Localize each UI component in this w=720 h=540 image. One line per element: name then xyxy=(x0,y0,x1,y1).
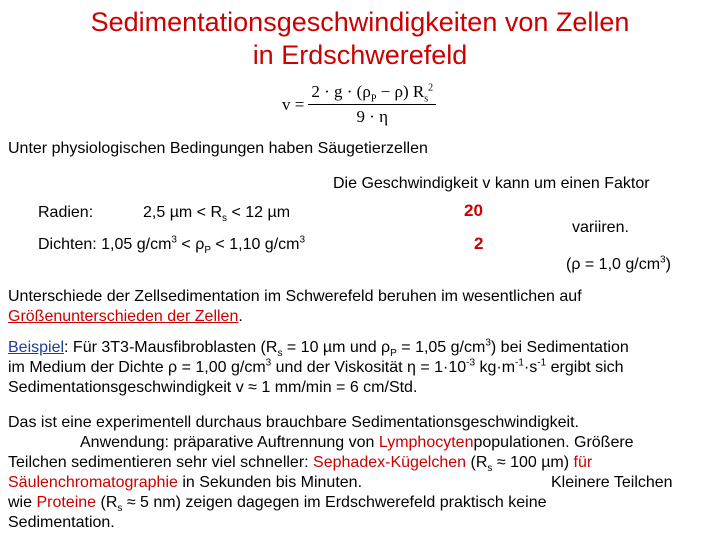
para1-line2 xyxy=(8,307,714,327)
radii-range-post: < 12 µm xyxy=(227,204,291,221)
radii-range-pre: 2,5 µm < R xyxy=(143,204,223,221)
page-title xyxy=(0,6,720,72)
formula-fraction xyxy=(308,82,436,127)
para1-line1: Unterschiede der Zellsedimentation im Schwerefeld beruhen im wesentlichen auf xyxy=(8,288,582,305)
intro-text: Unter physiologischen Bedingungen haben Säugetierzellen xyxy=(8,140,428,157)
para3-line4 xyxy=(8,473,716,493)
para3-fuer: für xyxy=(573,454,593,471)
formula-denominator: 9 · η xyxy=(356,107,388,126)
para3-l3-post: ≈ 100 µm) xyxy=(492,454,574,471)
para3-line3 xyxy=(8,453,716,473)
para2-line3: Sedimentationsgeschwindigkeit v ≈ 1 mm/min = 6 cm/Std. xyxy=(8,379,418,396)
rho-note-pre: (ρ = 1,0 g/cm xyxy=(566,256,661,273)
para2-t3: = 1,05 g/cm xyxy=(396,339,486,356)
rho-note-sup: 3 xyxy=(660,254,666,266)
para3-l4-right: Kleinere Teilchen xyxy=(551,474,673,491)
formula-sub-p: P xyxy=(370,93,377,105)
para3-line5 xyxy=(8,493,716,513)
rho-note-post: ) xyxy=(665,256,671,273)
para1-highlight: Größenunterschieden der Zellen xyxy=(8,308,239,325)
density-mid: < ρ xyxy=(176,236,205,253)
para3-l3-sub: s xyxy=(487,463,493,475)
para3-l3-pre: Teilchen sedimentieren sehr viel schneller: xyxy=(8,454,314,471)
formula-sub-s: s xyxy=(424,93,429,105)
para3-l5-mid: (R xyxy=(96,494,118,511)
velocity-formula xyxy=(282,82,436,127)
para2-t2: = 10 µm und ρ xyxy=(282,339,391,356)
factor-text: Die Geschwindigkeit v kann um einen Faktor xyxy=(333,175,650,192)
rho-note xyxy=(566,255,671,275)
para3-l3-mid: (R xyxy=(466,454,488,471)
para1-end: . xyxy=(238,308,243,325)
para3-sephadex: Sephadex-Kügelchen xyxy=(313,454,467,471)
para2-t8: ·s xyxy=(523,359,538,376)
para3-l4-post: in Sekunden bis Minuten. xyxy=(177,474,363,491)
density-range xyxy=(38,235,305,255)
para2-p4: -1 xyxy=(515,357,524,369)
paragraph-differences xyxy=(8,287,714,327)
para3-proteine: Proteine xyxy=(36,494,97,511)
para2-t6: und der Viskosität η = 1·10 xyxy=(271,359,467,376)
factor-radius-value: 20 xyxy=(464,201,483,220)
para2-t5: im Medium der Dichte ρ = 1,00 g/cm xyxy=(8,359,266,376)
para2-t7: kg·m xyxy=(475,359,516,376)
para2-s2: P xyxy=(390,348,397,360)
para3-lymphocyten: Lymphocyten xyxy=(378,434,474,451)
para2-s1: s xyxy=(277,348,283,360)
para3-l5-pre: wie xyxy=(8,494,37,511)
para3-line6: Sedimentation. xyxy=(8,514,115,531)
density-mid2: < 1,10 g/cm xyxy=(210,236,300,253)
title-line-1: Sedimentationsgeschwindigkeiten von Zellen xyxy=(90,7,630,37)
formula-numerator xyxy=(308,82,436,105)
para2-p3: -3 xyxy=(466,357,476,369)
paragraph-application xyxy=(8,413,716,533)
formula-num-part: 2 · g · (ρ xyxy=(311,82,371,101)
para2-line2 xyxy=(8,358,716,378)
formula-sup-2: 2 xyxy=(428,82,434,94)
para2-t4: ) bei Sedimentation xyxy=(490,339,629,356)
para2-p1: 3 xyxy=(485,337,491,349)
para2-p5: -1 xyxy=(537,357,547,369)
radii-label: Radien: xyxy=(38,204,94,221)
density-sup: 3 xyxy=(171,234,177,246)
radii-range xyxy=(143,203,290,223)
title-line-2: in Erdschwerefeld xyxy=(252,40,468,70)
para2-line1 xyxy=(8,338,716,358)
vary-text: variiren. xyxy=(572,219,629,236)
para3-l2-post: populationen. Größere xyxy=(473,434,634,451)
formula-lhs: v = xyxy=(282,94,305,114)
para2-keyword: Beispiel xyxy=(8,339,65,356)
para3-l5-post: ≈ 5 nm) zeigen dagegen im Erdschwerefeld praktisch keine xyxy=(122,494,547,511)
para2-p2: 3 xyxy=(265,357,272,369)
para3-l5-sub: s xyxy=(117,503,123,515)
paragraph-example xyxy=(8,338,716,398)
para2-t1: : Für 3T3-Mausfibroblasten (R xyxy=(64,339,278,356)
factor-density-value: 2 xyxy=(474,234,484,253)
para3-saeulenchromatographie: Säulenchromatographie xyxy=(8,474,178,491)
para2-t9: ergibt sich xyxy=(546,359,624,376)
formula-num-mid: − ρ) R xyxy=(376,82,425,101)
density-pre: Dichten: 1,05 g/cm xyxy=(38,236,172,253)
para3-line2 xyxy=(8,433,716,453)
radii-sub: s xyxy=(222,213,228,225)
para3-line1: Das ist eine experimentell durchaus brauchbare Sedimentationsgeschwindigkeit. xyxy=(8,414,579,431)
density-sub: P xyxy=(204,245,211,257)
density-sup2: 3 xyxy=(299,234,306,246)
para3-l2-pre: Anwendung: präparative Auftrennung von xyxy=(80,434,379,451)
